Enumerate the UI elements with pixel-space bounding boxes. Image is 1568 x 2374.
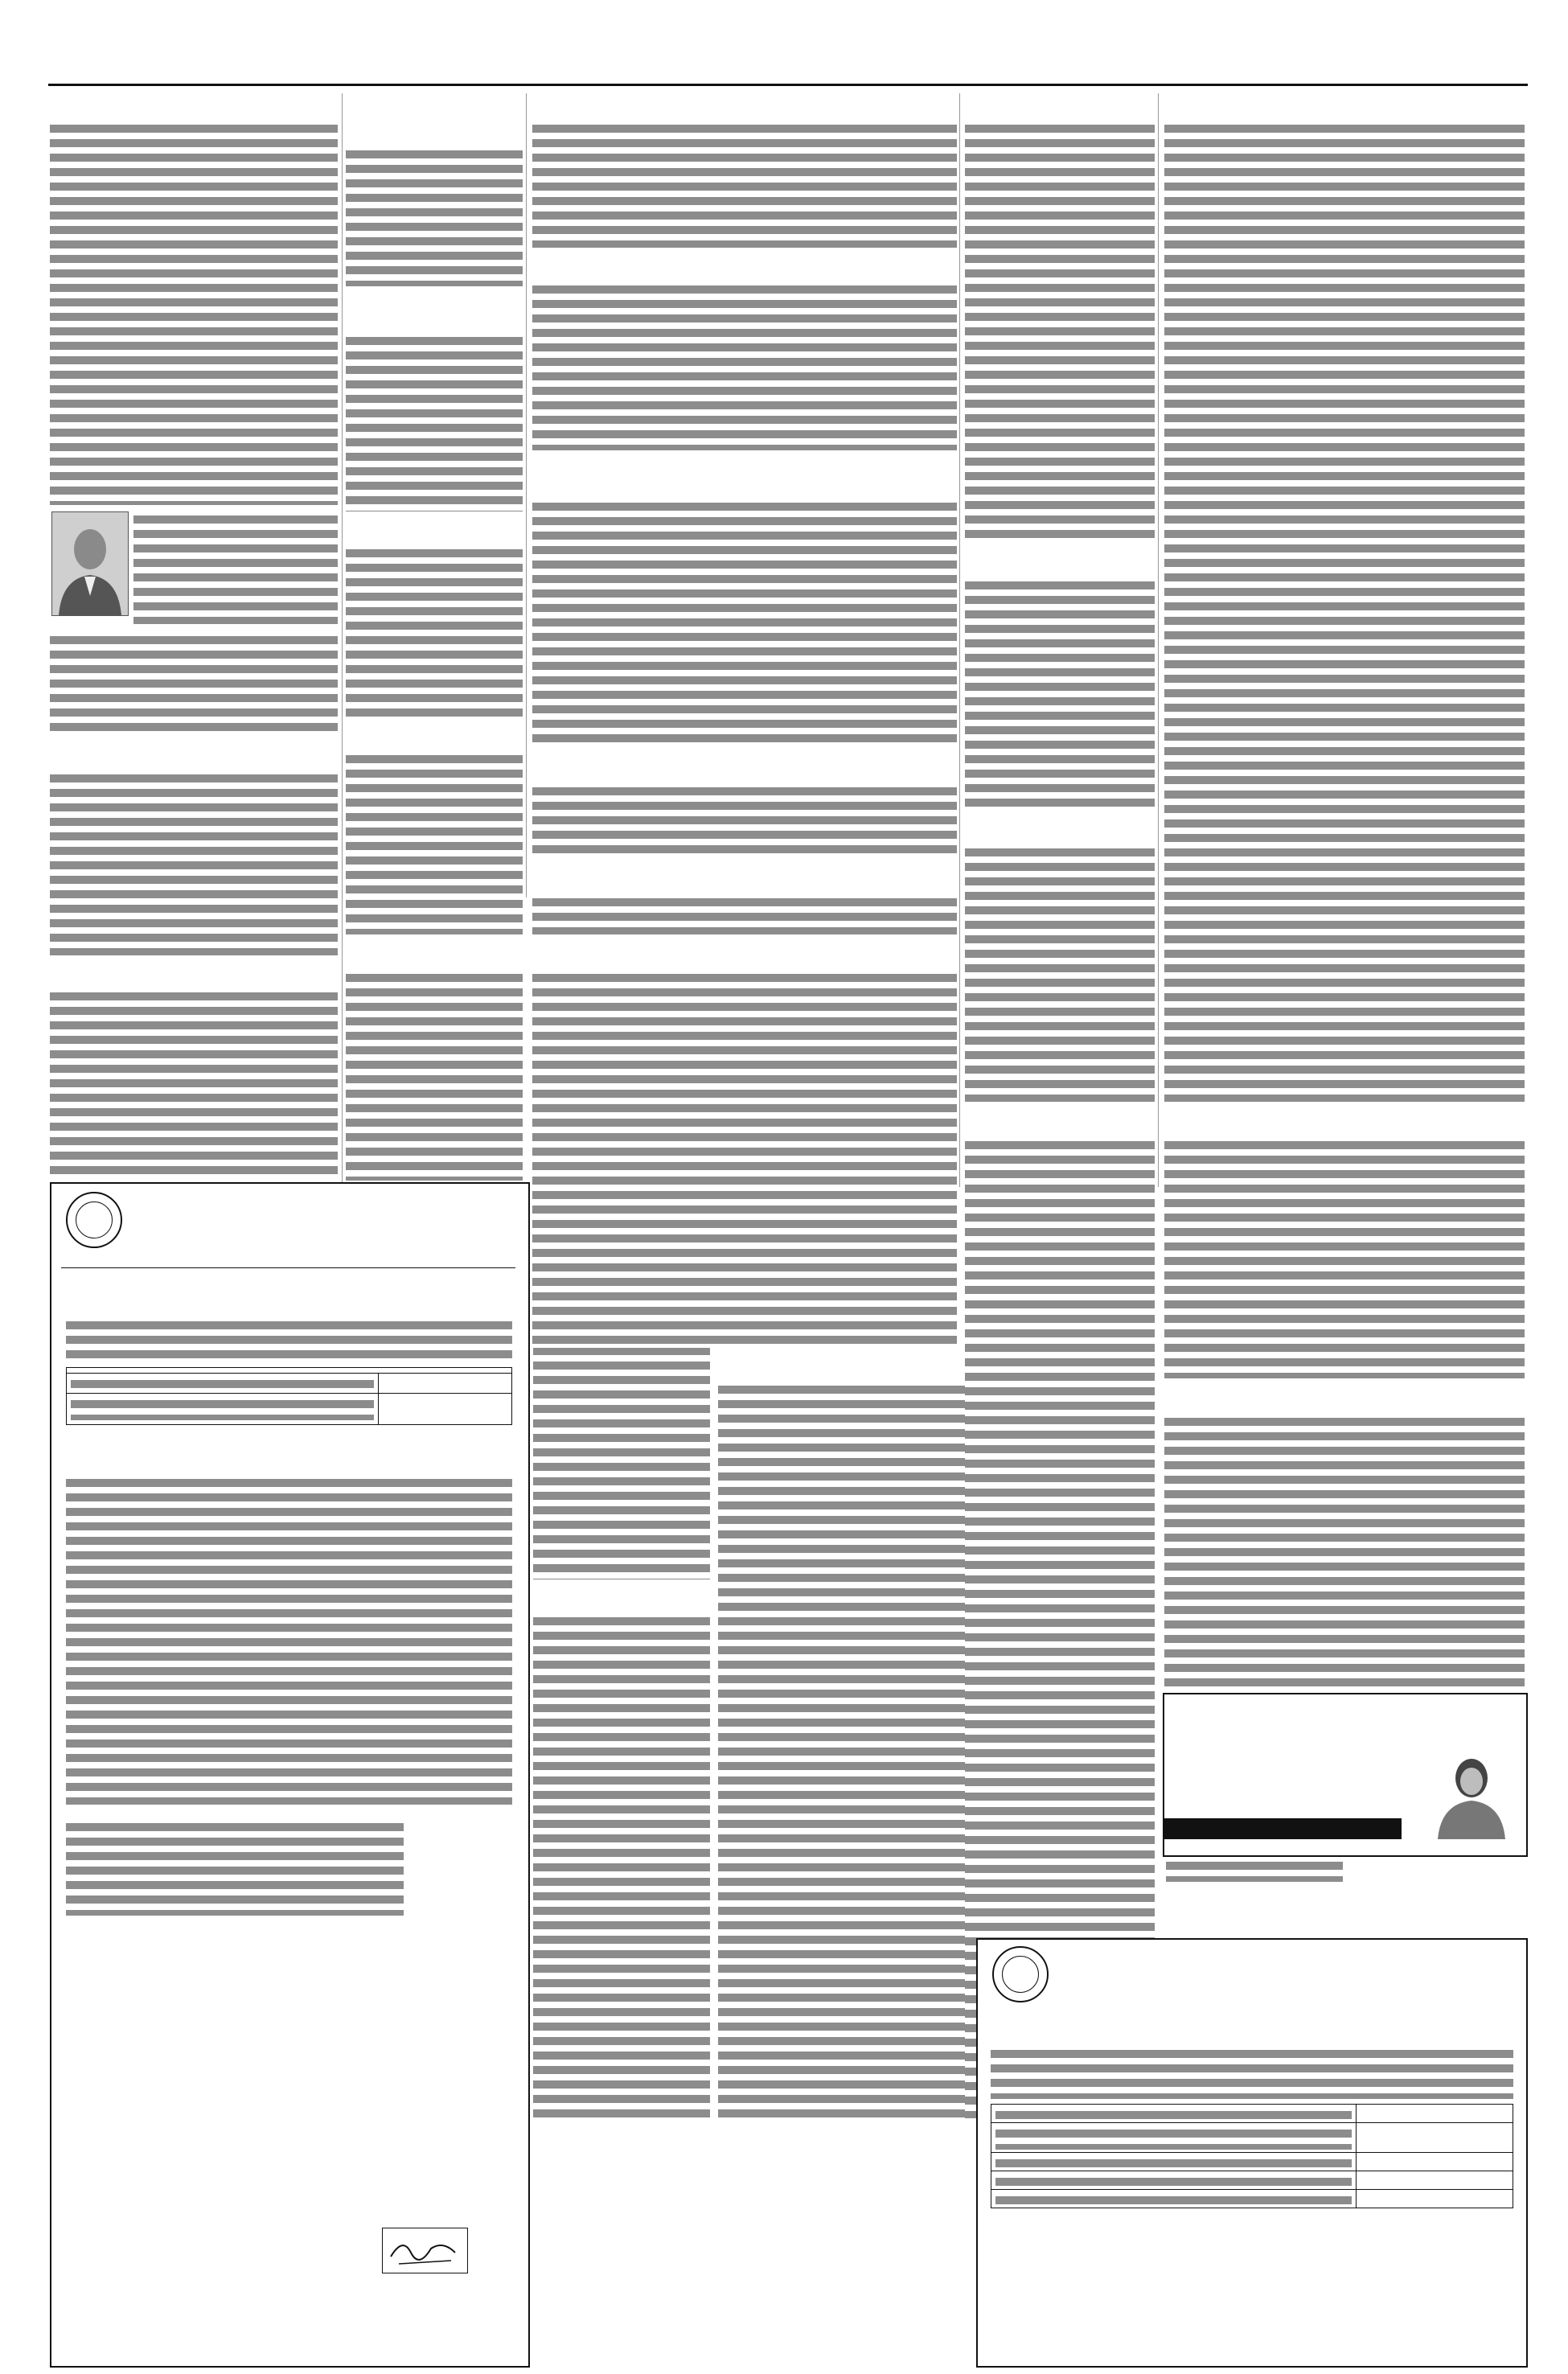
ad-imam-training: [976, 1938, 1528, 2368]
article-body-disease-end: [50, 770, 338, 955]
ad-right-table-label-3: [991, 2153, 1357, 2171]
signature-image: [383, 2228, 467, 2273]
ad-right-intro: [991, 2046, 1513, 2099]
seal-icon: [66, 1192, 122, 1248]
masthead-rule: [48, 84, 1528, 86]
article-body-easily-opening: [532, 970, 957, 1348]
article-body-major-akhtar: [346, 146, 523, 286]
ad-japan-address: [1166, 1858, 1343, 1882]
ad-japan-person-image: [1414, 1751, 1526, 1839]
article-body-malaysia: [965, 844, 1155, 1102]
article-body-kafrul: [532, 894, 957, 934]
ad-right-table-date-3: [1357, 2153, 1513, 2171]
ad-japan-time: [1164, 1818, 1402, 1839]
article-body-meeting: [532, 121, 957, 248]
article-body-gazipur: [1164, 1137, 1525, 1378]
article-body-two-hours-cont: [533, 1314, 710, 1579]
ad-right-table-label-2: [991, 2123, 1357, 2153]
article-body-condolence: [965, 577, 1155, 811]
seal-icon: [992, 1946, 1049, 2002]
column-divider: [342, 93, 343, 1187]
ad-right-table-date-1: [1357, 2105, 1513, 2123]
ad-left-table-course: [67, 1368, 512, 1374]
ad-right-table-date-5: [1357, 2190, 1513, 2208]
ad-japan-seminar: [1163, 1693, 1528, 1857]
ad-left-notes: [66, 1819, 404, 1916]
ad-left-table-date-2: [378, 1394, 511, 1425]
article-body-india-travel: [346, 751, 523, 934]
photo-portrait: [51, 511, 129, 616]
signature-stamp: [382, 2228, 468, 2273]
article-body-two-hours: [346, 970, 523, 1181]
portrait-image: [52, 512, 128, 615]
ad-right-table-date-2: [1357, 2123, 1513, 2153]
article-body-humanity: [346, 545, 523, 717]
article-body-govt-words: [532, 499, 957, 748]
column-divider: [959, 93, 960, 1187]
ad-right-table-label-5: [991, 2190, 1357, 2208]
article-body-awami-league-end: [50, 632, 338, 737]
ad-left-conditions: [66, 1475, 512, 1805]
ad-right-table-date-4: [1357, 2171, 1513, 2190]
ad-left-table-date-1: [378, 1374, 511, 1394]
article-body-secret-meeting: [1164, 121, 1525, 1102]
ad-left-intro: [66, 1317, 512, 1362]
article-body-heritage: [1164, 1414, 1525, 1687]
article-body-awami-league-cont: [133, 511, 338, 624]
article-body-speaking: [532, 281, 957, 450]
ad-right-table-label-1: [991, 2105, 1357, 2123]
article-body-bangladeshi-citizen: [533, 1613, 710, 2120]
ad-right-table-label-4: [991, 2171, 1357, 2190]
person-image: [1414, 1751, 1526, 1839]
column-divider: [1158, 93, 1159, 1187]
article-body-snake: [50, 988, 338, 1175]
column-divider: [526, 93, 527, 897]
masthead: [48, 16, 1528, 80]
article-body-human-trafficking: [532, 783, 957, 859]
ad-right-table: [991, 2104, 1513, 2208]
ad-left-table-label-2: [67, 1394, 379, 1425]
article-body-former-mp: [346, 333, 523, 511]
article-body-counselor: [965, 121, 1155, 542]
ad-computer-course: [50, 1182, 530, 2368]
ad-left-table-label-1: [67, 1374, 379, 1394]
ad-left-table: [66, 1367, 512, 1425]
article-body-awami-league: [50, 121, 338, 505]
ad-left-rule: [61, 1267, 515, 1268]
